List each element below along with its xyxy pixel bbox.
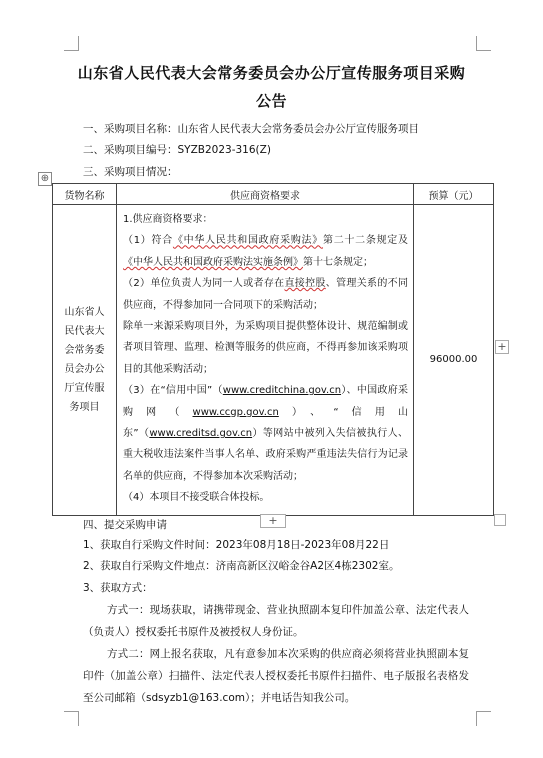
procurement-table	[52, 183, 494, 516]
link-creditchina[interactable]: www.creditchina.gov.cn	[222, 385, 342, 397]
page-corner-bottom-right	[476, 711, 491, 726]
item-method: 3、获取方式：	[83, 582, 153, 594]
section-project-name: 一、采购项目名称：山东省人民代表大会常务委员会办公厅宣传服务项目	[83, 123, 419, 135]
header-goods-name: 货物名称	[53, 184, 117, 205]
link-creditsd[interactable]: www.creditsd.gov.cn	[149, 428, 253, 440]
link-ccgp[interactable]: www.ccgp.gov.cn	[192, 406, 279, 418]
method-two: 方式二：网上报名获取，凡有意参加本次采购的供应商必须将营业执照副本复印件（加盖公章）扫描件、法定代表人授权委托书原件扫描件、电子版报名表格发至公司邮箱（sdsyzb1@163.com）；并电话告知我公司。	[83, 648, 469, 704]
item-location: 2、获取自行采购文件地点：济南高新区汉峪金谷A2区4栋2302室。	[83, 560, 400, 572]
document-title-line2: 公告	[255, 92, 287, 110]
table-header-row	[53, 184, 494, 205]
method-one: 方式一：现场获取，请携带现金、营业执照副本复印件加盖公章、法定代表人（负责人）授权委托书原件及被授权人身份证。	[83, 604, 469, 638]
table-resize-handle[interactable]	[494, 514, 506, 526]
page-corner-top-right	[476, 36, 491, 51]
section-project-info: 三、采购项目情况：	[83, 166, 178, 178]
cell-qualification	[117, 205, 414, 516]
req-heading: 1.供应商资格要求：	[123, 214, 213, 225]
table-row	[53, 205, 494, 516]
item-time: 1、获取自行采购文件时间：2023年08月18日-2023年08月22日	[83, 539, 390, 551]
req-item-4: （4）本项目不接受联合体投标。	[123, 492, 270, 504]
header-budget: 预算（元）	[414, 184, 494, 205]
cell-goods-name: 山东省人民代表大会常务委员会办公厅宣传服务项目	[53, 205, 117, 516]
header-qualification: 供应商资格要求	[117, 184, 414, 205]
section-project-number: 二、采购项目编号：SYZB2023-316(Z)	[83, 144, 271, 156]
add-row-icon[interactable]: +	[260, 514, 286, 528]
req-item-2b: 除单一来源采购项目外，为采购项目提供整体设计、规范编制或者项目管理、监理、检测等服务的供应商，不得再参加该采购项目的其他采购活动；	[123, 321, 408, 375]
document-title: 山东省人民代表大会常务委员会办公厅宣传服务项目采购	[77, 64, 466, 82]
page-corner-top-left	[64, 36, 79, 51]
req-item-2: （2）单位负责人为同一人或者存在直接控股、管理关系的不同供应商，不得参加同一合同项下的采购活动；	[123, 278, 409, 311]
add-column-icon[interactable]: +	[495, 340, 509, 354]
req-item-1: （1）符合《中华人民共和国政府采购法》第二十二条规定及《中华人民共和国政府采购法实施条例》第十七条规定；	[123, 235, 408, 268]
cell-budget: 96000.00	[414, 205, 494, 516]
table-move-handle-icon[interactable]: ⊕	[38, 172, 52, 186]
req-item-3: （3）在“信用中国”（www.creditchina.gov.cn）、中国政府采购网（www.ccgp.gov.cn）、“信用山东”（www.creditsd.gov.cn）等网站中被列入失信被执行人、重大税收违法案件当事人名单、政府采购严重违法失信行为记录名单的供应商，不得参加本次采购活动；	[123, 385, 409, 482]
page-corner-bottom-left	[64, 711, 79, 726]
section-submit: 四、提交采购申请	[83, 519, 167, 531]
